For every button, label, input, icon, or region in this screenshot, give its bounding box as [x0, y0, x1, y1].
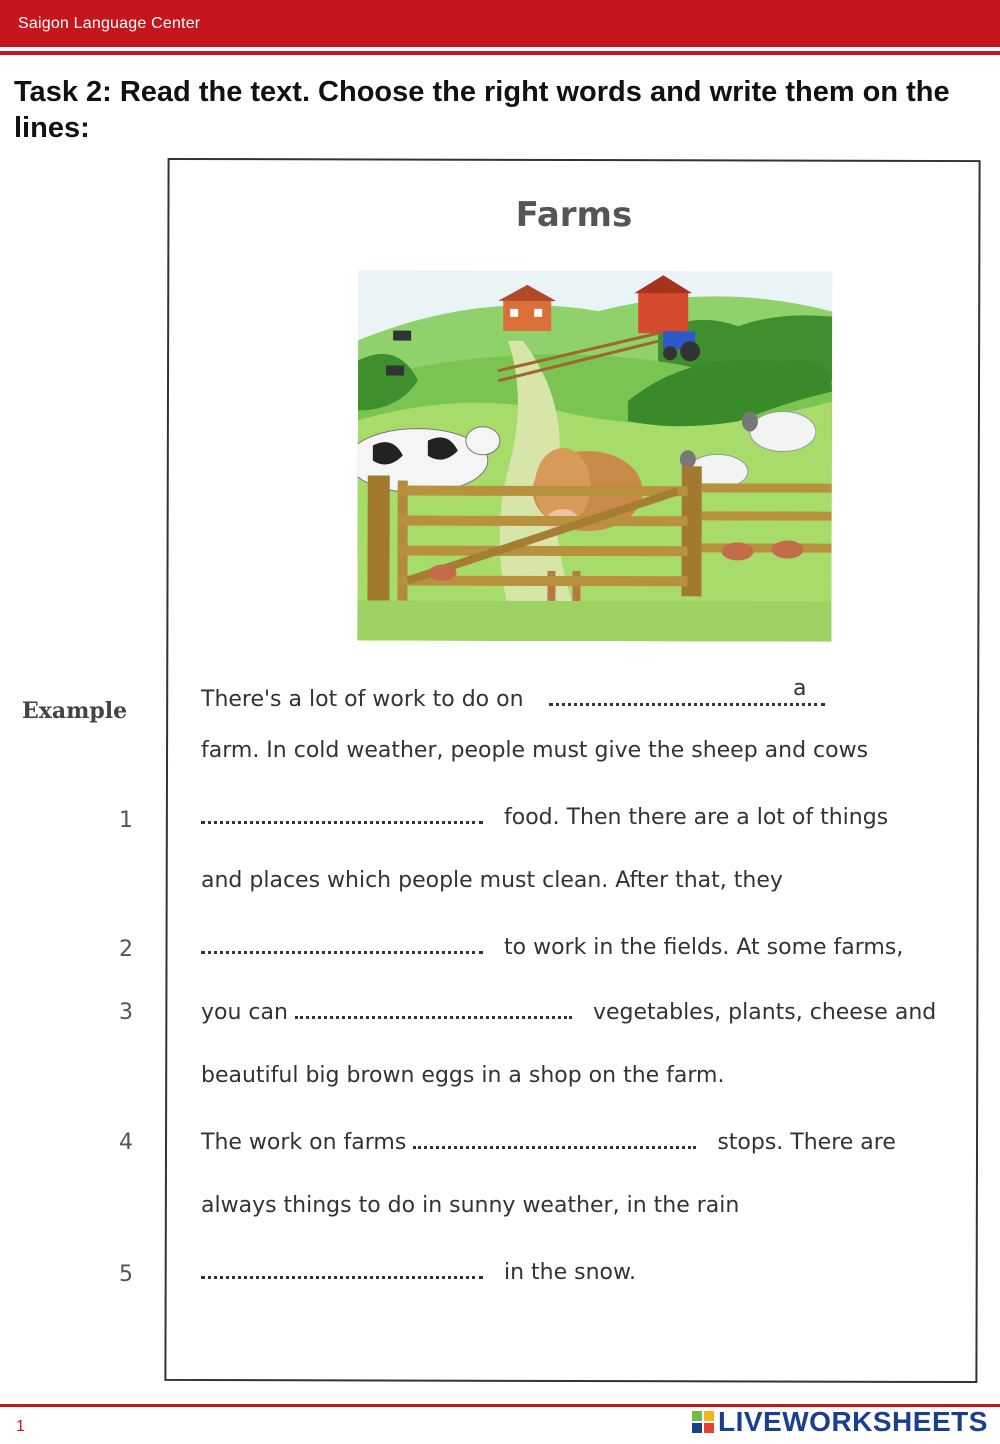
header-bar	[0, 0, 1000, 47]
text-line	[201, 738, 868, 763]
text-segment: farm. In cold weather, people must give the sheep and cows	[201, 738, 869, 763]
text-segment: in the snow.	[504, 1260, 636, 1285]
text-segment: and places which people must clean. After that, they	[201, 868, 783, 893]
text-line	[201, 1193, 739, 1218]
question-number: 4	[119, 1130, 133, 1155]
header-divider	[0, 51, 1000, 55]
text-segment: to work in the fields. At some farms,	[504, 935, 904, 960]
answer-blank-1[interactable]	[201, 803, 483, 824]
example-answer: a	[793, 676, 807, 701]
example-label: Example	[22, 698, 128, 724]
question-number: 1	[119, 808, 133, 833]
text-line	[201, 998, 936, 1025]
text-segment: The work on farms	[201, 1130, 407, 1155]
text-line	[201, 1128, 896, 1155]
text-line	[201, 685, 825, 712]
text-line	[201, 933, 903, 960]
text-segment: you can	[201, 1000, 288, 1025]
task-instruction: Task 2: Read the text. Choose the right words and write them on the lines:	[14, 76, 950, 144]
question-number: 2	[119, 937, 133, 962]
text-segment: vegetables, plants, cheese and	[592, 1000, 937, 1025]
question-number: 3	[119, 1000, 133, 1025]
text-segment: beautiful big brown eggs in a shop on the farm.	[201, 1063, 725, 1088]
answer-blank-4[interactable]	[413, 1128, 696, 1149]
text-line	[201, 1258, 636, 1285]
farm-illustration	[357, 270, 832, 641]
worksheet-title: Farms	[515, 194, 633, 236]
text-segment: always things to do in sunny weather, in the rain	[201, 1193, 740, 1218]
text-line	[201, 1063, 724, 1088]
text-line	[201, 803, 888, 830]
text-segment: stops. There are	[717, 1130, 896, 1155]
liveworksheets-logo-icon	[692, 1411, 714, 1433]
answer-blank-2[interactable]	[201, 933, 483, 954]
text-segment: There's a lot of work to do on	[201, 687, 524, 712]
page-number: 1	[16, 1418, 25, 1435]
liveworksheets-logo	[692, 1406, 988, 1438]
liveworksheets-brand-text: LIVEWORKSHEETS	[718, 1406, 988, 1437]
answer-blank-5[interactable]	[201, 1258, 483, 1279]
answer-blank-3[interactable]	[295, 998, 572, 1019]
answer-blank-example[interactable]	[549, 685, 825, 706]
header-title: Saigon Language Center	[18, 15, 201, 32]
text-line	[201, 868, 783, 893]
question-number: 5	[119, 1262, 133, 1287]
text-segment: food. Then there are a lot of things	[504, 805, 889, 830]
